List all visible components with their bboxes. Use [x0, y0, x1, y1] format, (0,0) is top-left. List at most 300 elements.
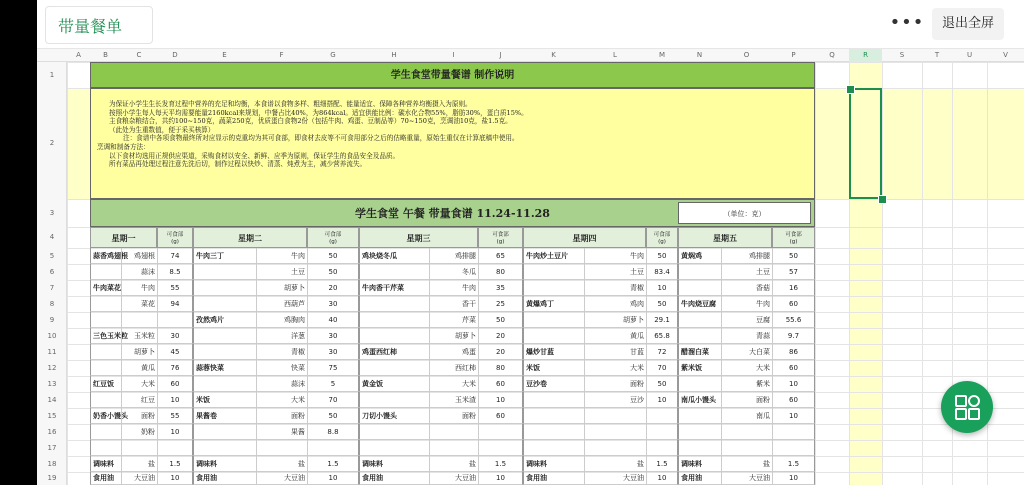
document-title: 带量餐单: [58, 17, 123, 36]
unit-label: （单位：克）: [678, 202, 811, 224]
edible-header-label: 可食部: [324, 232, 342, 238]
menu-dish-cell[interactable]: [90, 344, 121, 360]
column-header[interactable]: J: [499, 51, 502, 59]
menu-ingredient-cell[interactable]: [429, 440, 478, 456]
menu-ingredient-cell[interactable]: 牛肉: [121, 280, 157, 296]
edible-header-unit: (g): [496, 238, 505, 245]
menu-ingredient-cell[interactable]: 面粉: [721, 392, 772, 408]
column-header[interactable]: O: [743, 51, 750, 59]
menu-dish-cell[interactable]: 奶香小馒头: [90, 408, 121, 424]
menu-ingredient-cell[interactable]: 牛肉: [584, 248, 646, 264]
menu-quantity-cell[interactable]: 60: [772, 296, 815, 312]
menu-ingredient-cell[interactable]: 黄瓜: [121, 360, 157, 376]
column-header[interactable]: E: [222, 51, 227, 59]
menu-ingredient-cell[interactable]: 鸡排腿: [721, 248, 772, 264]
menu-quantity-cell[interactable]: 1.5: [772, 456, 815, 472]
menu-quantity-cell[interactable]: 50: [646, 296, 678, 312]
menu-ingredient-cell[interactable]: 土豆: [721, 264, 772, 280]
menu-ingredient-cell[interactable]: 西葫芦: [256, 296, 307, 312]
menu-dish-cell[interactable]: 红豆饭: [90, 376, 121, 392]
note-line: 注：食谱中各项食物最终所对应显示的克重均为其可食部，即食材去皮等不可食用部分之后的估略重量，原始生重仅在计算底稿中使用。: [123, 134, 519, 143]
menu-dish-cell[interactable]: 果酱卷: [193, 408, 256, 424]
menu-quantity-cell[interactable]: 75: [307, 360, 359, 376]
column-header[interactable]: L: [613, 51, 617, 59]
menu-quantity-cell[interactable]: [646, 440, 678, 456]
menu-ingredient-cell[interactable]: 青椒: [256, 344, 307, 360]
menu-quantity-cell[interactable]: 16: [772, 280, 815, 296]
menu-quantity-cell[interactable]: 72: [646, 344, 678, 360]
row-header[interactable]: 5: [49, 252, 55, 260]
row-header[interactable]: 3: [49, 209, 55, 217]
menu-quantity-cell[interactable]: 65: [478, 248, 523, 264]
menu-quantity-cell[interactable]: 80: [478, 264, 523, 280]
menu-ingredient-cell[interactable]: 果酱: [256, 424, 307, 440]
menu-dish-cell[interactable]: 黄爆鸡丁: [523, 296, 584, 312]
menu-ingredient-cell[interactable]: 鸡胸肉: [256, 312, 307, 328]
day-header: 星期四: [523, 227, 646, 248]
menu-dish-cell[interactable]: 黄焖鸡: [678, 248, 721, 264]
menu-ingredient-cell[interactable]: 牛肉: [429, 280, 478, 296]
grid-line: [882, 62, 883, 485]
menu-quantity-cell[interactable]: 60: [478, 408, 523, 424]
menu-ingredient-cell[interactable]: 牛肉: [721, 296, 772, 312]
menu-ingredient-cell[interactable]: 鸡肉: [584, 296, 646, 312]
menu-ingredient-cell[interactable]: 盐: [721, 456, 772, 472]
menu-quantity-cell[interactable]: 65.8: [646, 328, 678, 344]
edible-header-label: 可食部: [166, 232, 184, 238]
menu-dish-cell[interactable]: [193, 344, 256, 360]
menu-quantity-cell[interactable]: 60: [772, 360, 815, 376]
menu-quantity-cell[interactable]: [772, 424, 815, 440]
menu-dish-cell[interactable]: [359, 328, 429, 344]
row-header[interactable]: 15: [47, 412, 57, 420]
menu-quantity-cell[interactable]: 10: [478, 392, 523, 408]
menu-quantity-cell[interactable]: 10: [307, 472, 359, 485]
menu-quantity-cell[interactable]: 10: [772, 472, 815, 485]
menu-dish-cell[interactable]: 食用油: [90, 472, 121, 485]
menu-dish-cell[interactable]: 牛肉三丁: [193, 248, 256, 264]
menu-ingredient-cell[interactable]: 大豆油: [721, 472, 772, 485]
menu-ingredient-cell[interactable]: 胡萝卜: [429, 328, 478, 344]
menu-dish-cell[interactable]: 牛肉菜花: [90, 280, 121, 296]
column-header[interactable]: D: [172, 51, 178, 59]
menu-quantity-cell[interactable]: 74: [157, 248, 193, 264]
menu-dish-cell[interactable]: [678, 264, 721, 280]
menu-ingredient-cell[interactable]: 蒜沫: [121, 264, 157, 280]
menu-quantity-cell[interactable]: 50: [307, 408, 359, 424]
menu-dish-cell[interactable]: [359, 392, 429, 408]
menu-dish-cell[interactable]: [193, 440, 256, 456]
menu-quantity-cell[interactable]: 5: [307, 376, 359, 392]
menu-dish-cell[interactable]: 刀切小馒头: [359, 408, 429, 424]
menu-dish-cell[interactable]: 食用油: [523, 472, 584, 485]
column-header[interactable]: M: [658, 51, 666, 59]
menu-quantity-cell[interactable]: 60: [478, 376, 523, 392]
menu-quantity-cell[interactable]: 30: [307, 328, 359, 344]
column-header[interactable]: U: [966, 51, 973, 59]
menu-ingredient-cell[interactable]: 甘蓝: [584, 344, 646, 360]
menu-dish-cell[interactable]: [678, 376, 721, 392]
menu-quantity-cell[interactable]: 50: [646, 248, 678, 264]
menu-quantity-cell[interactable]: 35: [478, 280, 523, 296]
menu-quantity-cell[interactable]: 94: [157, 296, 193, 312]
menu-quantity-cell[interactable]: 55: [157, 280, 193, 296]
menu-dish-cell[interactable]: 鸡蛋西红柿: [359, 344, 429, 360]
menu-dish-cell[interactable]: [523, 424, 584, 440]
menu-ingredient-cell[interactable]: 大米: [721, 360, 772, 376]
menu-dish-cell[interactable]: [523, 440, 584, 456]
note-line: 按照小学生每人每天平均需要能量2160kcal来规划，中餐占比40%，为864kcal。适宜供能比例：碳水化合物55%，脂肪30%，蛋白质15%。: [109, 108, 528, 117]
column-header[interactable]: B: [103, 51, 108, 59]
menu-quantity-cell[interactable]: [478, 440, 523, 456]
column-header[interactable]: R: [849, 48, 882, 62]
menu-dish-cell[interactable]: 爆炒甘蓝: [523, 344, 584, 360]
row-header[interactable]: 8: [49, 300, 55, 308]
row-header[interactable]: 14: [47, 396, 57, 404]
menu-dish-cell[interactable]: [193, 264, 256, 280]
menu-ingredient-cell[interactable]: [121, 440, 157, 456]
menu-ingredient-cell[interactable]: [721, 440, 772, 456]
row-header[interactable]: 11: [47, 348, 57, 356]
edible-header-label: 可食部: [653, 232, 671, 238]
menu-ingredient-cell[interactable]: 黄瓜: [584, 328, 646, 344]
menu-ingredient-cell[interactable]: 面粉: [429, 408, 478, 424]
menu-quantity-cell[interactable]: 50: [646, 376, 678, 392]
menu-quantity-cell[interactable]: 30: [307, 296, 359, 312]
menu-ingredient-cell[interactable]: 青蒜: [721, 328, 772, 344]
menu-dish-cell[interactable]: [90, 440, 121, 456]
menu-dish-cell[interactable]: [193, 280, 256, 296]
menu-dish-cell[interactable]: [193, 424, 256, 440]
menu-ingredient-cell[interactable]: 鸡翅根: [121, 248, 157, 264]
day-header: 星期二: [193, 227, 307, 248]
column-header[interactable]: C: [136, 51, 142, 59]
menu-ingredient-cell[interactable]: 奶粉: [121, 424, 157, 440]
menu-quantity-cell[interactable]: 8.5: [157, 264, 193, 280]
column-header[interactable]: K: [551, 51, 556, 59]
menu-dish-cell[interactable]: [193, 376, 256, 392]
menu-dish-cell[interactable]: [90, 296, 121, 312]
menu-quantity-cell[interactable]: 10: [157, 424, 193, 440]
menu-dish-cell[interactable]: 南瓜小馒头: [678, 392, 721, 408]
menu-dish-cell[interactable]: [359, 440, 429, 456]
menu-quantity-cell[interactable]: 70: [646, 360, 678, 376]
menu-dish-cell[interactable]: 牛肉炒土豆片: [523, 248, 584, 264]
menu-ingredient-cell[interactable]: 鸡蛋: [429, 344, 478, 360]
menu-dish-cell[interactable]: 调味料: [678, 456, 721, 472]
menu-quantity-cell[interactable]: [478, 424, 523, 440]
edible-header-label: 可食部: [492, 232, 509, 238]
menu-ingredient-cell[interactable]: 大豆油: [429, 472, 478, 485]
menu-ingredient-cell[interactable]: 鸡排腿: [429, 248, 478, 264]
menu-quantity-cell[interactable]: 10: [646, 392, 678, 408]
menu-ingredient-cell[interactable]: [256, 440, 307, 456]
menu-ingredient-cell[interactable]: [121, 312, 157, 328]
menu-ingredient-cell[interactable]: 面粉: [121, 408, 157, 424]
menu-dish-cell[interactable]: [90, 312, 121, 328]
menu-ingredient-cell[interactable]: 土豆: [256, 264, 307, 280]
menu-ingredient-cell[interactable]: 豆腐: [721, 312, 772, 328]
menu-ingredient-cell[interactable]: 红豆: [121, 392, 157, 408]
menu-ingredient-cell[interactable]: 土豆: [584, 264, 646, 280]
menu-quantity-cell[interactable]: 10: [478, 472, 523, 485]
menu-quantity-cell[interactable]: 60: [772, 392, 815, 408]
menu-dish-cell[interactable]: [90, 424, 121, 440]
menu-quantity-cell[interactable]: [157, 312, 193, 328]
menu-quantity-cell[interactable]: 45: [157, 344, 193, 360]
note-line: 主食粮杂粮结合，共约100~150克，蔬菜250克，优质蛋白食物2份（包括牛肉、鸡蛋、豆制品等）70~150克，烹调油10克，盐1.5克。: [109, 117, 512, 126]
menu-quantity-cell[interactable]: 20: [478, 344, 523, 360]
grid-line: [815, 62, 816, 485]
menu-quantity-cell[interactable]: 25: [478, 296, 523, 312]
menu-dish-cell[interactable]: [678, 440, 721, 456]
menu-quantity-cell[interactable]: 50: [307, 248, 359, 264]
more-icon[interactable]: •••: [889, 12, 925, 33]
menu-quantity-cell[interactable]: 29.1: [646, 312, 678, 328]
menu-dish-cell[interactable]: [359, 360, 429, 376]
menu-quantity-cell[interactable]: 70: [307, 392, 359, 408]
menu-dish-cell[interactable]: 牛肉烧豆腐: [678, 296, 721, 312]
selection-handle-top[interactable]: [846, 85, 855, 94]
menu-quantity-cell[interactable]: 20: [478, 328, 523, 344]
menu-dish-cell[interactable]: [90, 392, 121, 408]
selection-handle-bottom[interactable]: [878, 195, 887, 204]
menu-quantity-cell[interactable]: 83.4: [646, 264, 678, 280]
day-header: 星期一: [90, 227, 157, 248]
note-line: （此处为生重数值，便于采买核算）: [109, 125, 215, 134]
menu-quantity-cell[interactable]: 10: [157, 472, 193, 485]
menu-dish-cell[interactable]: 牛肉香干芹菜: [359, 280, 429, 296]
edible-header-unit: (g): [789, 238, 798, 245]
menu-quantity-cell[interactable]: 1.5: [307, 456, 359, 472]
edible-header-unit: (g): [658, 238, 666, 245]
menu-ingredient-cell[interactable]: 大米: [429, 376, 478, 392]
menu-quantity-cell[interactable]: 1.5: [646, 456, 678, 472]
menu-dish-cell[interactable]: [678, 408, 721, 424]
menu-dish-cell[interactable]: [90, 360, 121, 376]
grid-line: [67, 62, 68, 485]
column-header[interactable]: Q: [829, 51, 835, 59]
row-header[interactable]: 19: [47, 474, 57, 482]
menu-ingredient-cell[interactable]: 牛肉: [256, 248, 307, 264]
menu-ingredient-cell[interactable]: 大豆油: [121, 472, 157, 485]
menu-dish-cell[interactable]: 米饭: [523, 360, 584, 376]
menu-ingredient-cell[interactable]: 菜花: [121, 296, 157, 312]
column-header[interactable]: H: [391, 51, 397, 59]
menu-ingredient-cell[interactable]: 紫米: [721, 376, 772, 392]
menu-ingredient-cell[interactable]: 冬瓜: [429, 264, 478, 280]
menu-ingredient-cell[interactable]: [721, 424, 772, 440]
menu-quantity-cell[interactable]: 20: [307, 280, 359, 296]
menu-dish-cell[interactable]: [359, 296, 429, 312]
column-header[interactable]: N: [696, 51, 703, 59]
menu-ingredient-cell[interactable]: [429, 424, 478, 440]
menu-ingredient-cell[interactable]: 胡萝卜: [584, 312, 646, 328]
menu-ingredient-cell[interactable]: [584, 408, 646, 424]
menu-quantity-cell[interactable]: 10: [646, 472, 678, 485]
menu-dish-cell[interactable]: 食用油: [359, 472, 429, 485]
document-title-box[interactable]: [45, 6, 153, 44]
menu-quantity-cell[interactable]: 80: [478, 360, 523, 376]
menu-dish-cell[interactable]: [678, 424, 721, 440]
menu-quantity-cell[interactable]: 40: [307, 312, 359, 328]
menu-quantity-cell[interactable]: 30: [307, 344, 359, 360]
menu-dish-cell[interactable]: [523, 408, 584, 424]
menu-quantity-cell[interactable]: 10: [772, 376, 815, 392]
row-header[interactable]: 17: [47, 444, 57, 452]
menu-dish-cell[interactable]: 食用油: [193, 472, 256, 485]
menu-dish-cell[interactable]: [359, 312, 429, 328]
row-header[interactable]: 10: [47, 332, 57, 340]
menu-quantity-cell[interactable]: 50: [307, 264, 359, 280]
menu-ingredient-cell[interactable]: 香菇: [721, 280, 772, 296]
menu-quantity-cell[interactable]: 50: [772, 248, 815, 264]
menu-ingredient-cell[interactable]: 大米: [121, 376, 157, 392]
menu-dish-cell[interactable]: 食用油: [678, 472, 721, 485]
menu-ingredient-cell[interactable]: [584, 424, 646, 440]
row-header[interactable]: 18: [47, 460, 57, 468]
menu-title: 学生食堂 午餐 带量食谱 11.24-11.28: [90, 199, 815, 227]
menu-ingredient-cell[interactable]: 大米: [584, 360, 646, 376]
menu-dish-cell[interactable]: [678, 280, 721, 296]
row-header[interactable]: 16: [47, 428, 57, 436]
row-header[interactable]: 13: [47, 380, 57, 388]
menu-ingredient-cell[interactable]: 大豆油: [584, 472, 646, 485]
menu-quantity-cell[interactable]: [646, 424, 678, 440]
menu-dish-cell[interactable]: 调味料: [90, 456, 121, 472]
menu-ingredient-cell[interactable]: 豆沙: [584, 392, 646, 408]
menu-dish-cell[interactable]: 鸡块烧冬瓜: [359, 248, 429, 264]
column-header[interactable]: G: [330, 51, 336, 59]
menu-dish-cell[interactable]: [90, 264, 121, 280]
menu-ingredient-cell[interactable]: 玉米粒: [121, 328, 157, 344]
column-header[interactable]: I: [452, 51, 455, 59]
menu-quantity-cell[interactable]: 60: [157, 376, 193, 392]
menu-dish-cell[interactable]: 调味料: [523, 456, 584, 472]
menu-ingredient-cell[interactable]: 香干: [429, 296, 478, 312]
exit-fullscreen-button[interactable]: 退出全屏: [932, 8, 1004, 40]
menu-ingredient-cell[interactable]: 大白菜: [721, 344, 772, 360]
menu-dish-cell[interactable]: [359, 264, 429, 280]
menu-quantity-cell[interactable]: 10: [157, 392, 193, 408]
spreadsheet-app: [37, 0, 1024, 485]
menu-ingredient-cell[interactable]: 面粉: [584, 376, 646, 392]
menu-ingredient-cell[interactable]: 面粉: [256, 408, 307, 424]
menu-ingredient-cell[interactable]: 盐: [256, 456, 307, 472]
menu-ingredient-cell[interactable]: 蒜沫: [256, 376, 307, 392]
menu-dish-cell[interactable]: 调味料: [193, 456, 256, 472]
column-header[interactable]: F: [279, 51, 284, 59]
note-line: 为保证小学生生长发育过程中营养的充足和均衡，本食谱以食物多样、粗细搭配、能量适宜、保障各种营养均衡摄入为原则。: [109, 100, 472, 108]
menu-quantity-cell[interactable]: 50: [478, 312, 523, 328]
selected-cell-outline[interactable]: [849, 88, 882, 199]
menu-dish-cell[interactable]: 醋溜白菜: [678, 344, 721, 360]
menu-ingredient-cell[interactable]: 玉米渣: [429, 392, 478, 408]
row-header[interactable]: 12: [47, 364, 57, 372]
edible-header: [478, 227, 523, 248]
note-line: 以下食材均选用正规供应渠道，采购食材以安全、新鲜、应季为原则，保证学生的食品安全及品质。: [109, 151, 400, 160]
column-header[interactable]: V: [1003, 51, 1008, 59]
menu-dish-cell[interactable]: [359, 424, 429, 440]
menu-dish-cell[interactable]: [678, 328, 721, 344]
menu-dish-cell[interactable]: [193, 296, 256, 312]
row-header[interactable]: 2: [49, 139, 55, 147]
menu-quantity-cell[interactable]: [772, 440, 815, 456]
apps-fab-button[interactable]: [941, 381, 993, 433]
menu-quantity-cell[interactable]: 10: [772, 408, 815, 424]
menu-dish-cell[interactable]: [678, 312, 721, 328]
menu-quantity-cell[interactable]: 76: [157, 360, 193, 376]
menu-dish-cell[interactable]: [523, 328, 584, 344]
menu-quantity-cell[interactable]: 55: [157, 408, 193, 424]
menu-dish-cell[interactable]: [523, 280, 584, 296]
menu-quantity-cell[interactable]: [307, 440, 359, 456]
note-line: 烹调和制备方法：: [97, 143, 150, 151]
row-header[interactable]: 4: [49, 233, 55, 241]
menu-dish-cell[interactable]: [523, 392, 584, 408]
menu-quantity-cell[interactable]: [157, 440, 193, 456]
menu-quantity-cell[interactable]: 30: [157, 328, 193, 344]
row-header[interactable]: 7: [49, 284, 55, 292]
menu-quantity-cell[interactable]: 8.8: [307, 424, 359, 440]
menu-ingredient-cell[interactable]: 芹菜: [429, 312, 478, 328]
menu-quantity-cell[interactable]: 1.5: [478, 456, 523, 472]
row-header[interactable]: 6: [49, 268, 55, 276]
menu-dish-cell[interactable]: 蒜蓉快菜: [193, 360, 256, 376]
menu-ingredient-cell[interactable]: 大豆油: [256, 472, 307, 485]
row-header[interactable]: 1: [49, 71, 55, 79]
menu-dish-cell[interactable]: 蒜香鸡翅根: [90, 248, 121, 264]
menu-ingredient-cell[interactable]: 盐: [429, 456, 478, 472]
menu-dish-cell[interactable]: [523, 312, 584, 328]
menu-dish-cell[interactable]: 三色玉米粒: [90, 328, 121, 344]
menu-dish-cell[interactable]: 孜然鸡片: [193, 312, 256, 328]
edible-header-label: 可食部: [785, 232, 802, 238]
menu-ingredient-cell[interactable]: 大米: [256, 392, 307, 408]
menu-dish-cell[interactable]: 米饭: [193, 392, 256, 408]
menu-quantity-cell[interactable]: 1.5: [157, 456, 193, 472]
column-header[interactable]: A: [76, 51, 81, 59]
menu-ingredient-cell[interactable]: 西红柿: [429, 360, 478, 376]
menu-dish-cell[interactable]: 调味料: [359, 456, 429, 472]
column-header[interactable]: S: [899, 51, 905, 59]
menu-ingredient-cell[interactable]: 青椒: [584, 280, 646, 296]
menu-dish-cell[interactable]: [523, 264, 584, 280]
menu-quantity-cell[interactable]: 86: [772, 344, 815, 360]
menu-quantity-cell[interactable]: 57: [772, 264, 815, 280]
menu-dish-cell[interactable]: 黄金饭: [359, 376, 429, 392]
menu-ingredient-cell[interactable]: 盐: [584, 456, 646, 472]
row-header[interactable]: 9: [49, 316, 55, 324]
menu-dish-cell[interactable]: [193, 328, 256, 344]
menu-ingredient-cell[interactable]: 胡萝卜: [121, 344, 157, 360]
sheet-title: 学生食堂带量餐谱 制作说明: [90, 62, 815, 88]
menu-ingredient-cell[interactable]: 快菜: [256, 360, 307, 376]
menu-ingredient-cell[interactable]: 南瓜: [721, 408, 772, 424]
menu-ingredient-cell[interactable]: 胡萝卜: [256, 280, 307, 296]
menu-dish-cell[interactable]: 紫米饭: [678, 360, 721, 376]
menu-ingredient-cell[interactable]: [584, 440, 646, 456]
column-header[interactable]: P: [791, 51, 796, 59]
menu-quantity-cell[interactable]: [646, 408, 678, 424]
menu-ingredient-cell[interactable]: 洋葱: [256, 328, 307, 344]
column-header[interactable]: T: [934, 51, 940, 59]
menu-ingredient-cell[interactable]: 盐: [121, 456, 157, 472]
menu-dish-cell[interactable]: 豆沙卷: [523, 376, 584, 392]
menu-quantity-cell[interactable]: 10: [646, 280, 678, 296]
menu-quantity-cell[interactable]: 9.7: [772, 328, 815, 344]
menu-quantity-cell[interactable]: 55.6: [772, 312, 815, 328]
